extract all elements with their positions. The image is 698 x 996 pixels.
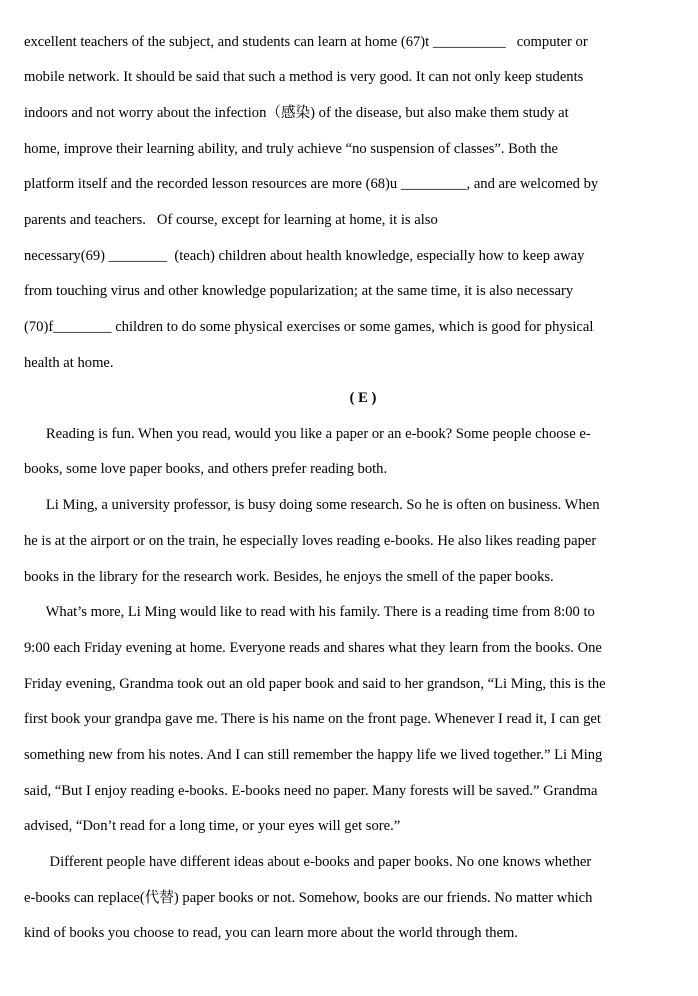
paragraph-line: first book your grandpa gave me. There is his name on the front page. Whenever I read it, I can get [24, 711, 601, 727]
paragraph-line: Friday evening, Grandma took out an old paper book and said to her grandson, “Li Ming, this is the [24, 676, 606, 692]
paragraph-line: What’s more, Li Ming would like to read with his family. There is a reading time from 8:00 to [24, 604, 595, 620]
paragraph-line: home, improve their learning ability, and truly achieve “no suspension of classes”. Both the [24, 141, 559, 157]
paragraph-line: e-books can replace(代替) paper books or not. Somehow, books are our friends. No matter which [24, 890, 593, 906]
paragraph-line: said, “But I enjoy reading e-books. E-books need no paper. Many forests will be saved.” Grandma [24, 783, 598, 799]
paragraph-line: books, some love paper books, and others prefer reading both. [24, 461, 388, 477]
paragraph-line: necessary(69) ________ (teach) children about health knowledge, especially how to keep away [24, 248, 585, 264]
paragraph-line: (70)f________ children to do some physical exercises or some games, which is good for physical [24, 319, 594, 335]
paragraph-line: mobile network. It should be said that such a method is very good. It can not only keep students [24, 69, 584, 85]
paragraph-line: books in the library for the research work. Besides, he enjoys the smell of the paper books. [24, 569, 554, 585]
paragraph-line: advised, “Don’t read for a long time, or your eyes will get sore.” [24, 818, 401, 834]
paragraph-line: parents and teachers. Of course, except for learning at home, it is also [24, 212, 438, 228]
paragraph-line: indoors and not worry about the infection（感染) of the disease, but also make them study at [24, 105, 569, 121]
paragraph-line: from touching virus and other knowledge popularization; at the same time, it is also necessary [24, 283, 574, 299]
paragraph-line: something new from his notes. And I can still remember the happy life we lived together.” Li Ming [24, 747, 603, 763]
section-heading: ( E ) [349, 390, 377, 406]
paragraph-line: platform itself and the recorded lesson resources are more (68)u _________, and are welcomed by [24, 176, 599, 192]
paragraph-line: Reading is fun. When you read, would you like a paper or an e-book? Some people choose e- [24, 426, 591, 442]
paragraph-line: excellent teachers of the subject, and students can learn at home (67)t __________ computer or [24, 34, 588, 50]
paragraph-line: 9:00 each Friday evening at home. Everyone reads and shares what they learn from the books. One [24, 640, 602, 656]
paragraph-line: Different people have different ideas about e-books and paper books. No one knows whether [24, 854, 592, 870]
paragraph-line: kind of books you choose to read, you can learn more about the world through them. [24, 925, 519, 941]
paragraph-line: Li Ming, a university professor, is busy doing some research. So he is often on business. When [24, 497, 600, 513]
paragraph-line: he is at the airport or on the train, he especially loves reading e-books. He also likes reading paper [24, 533, 597, 549]
paragraph-line: health at home. [24, 355, 114, 371]
